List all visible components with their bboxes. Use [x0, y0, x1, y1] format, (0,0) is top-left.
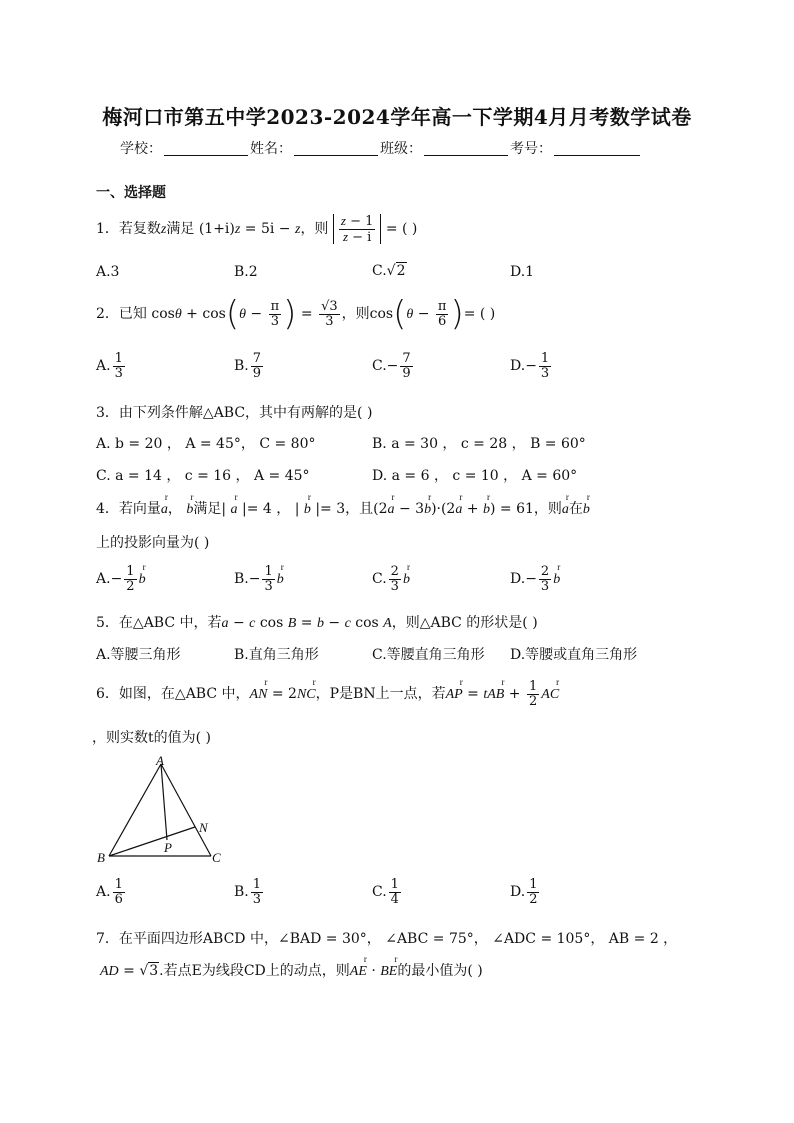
question-6 — [96, 680, 559, 708]
q-text: 由下列条件解△ABC，其中有两解的是( ) — [118, 405, 373, 421]
option-label: D. — [510, 571, 526, 588]
student-info-line — [120, 138, 642, 158]
math-abs-fraction: $\frac{z - 1}{z - i}$ — [333, 214, 382, 244]
q-text: ，则△ABC 的形状是( ) — [391, 615, 538, 631]
question-4-line2: 上的投影向量为( ) — [96, 535, 210, 551]
q-text: ，则 — [341, 306, 370, 322]
math-expr: a − c cos B = b − c cos A — [221, 615, 392, 631]
number-label: 考号： — [510, 141, 552, 157]
q3-option-c[interactable]: C. a = 14 ， c = 16 ， A = 45° — [96, 468, 310, 484]
math-var: z — [160, 222, 167, 238]
q-text: 若复数 — [118, 221, 161, 238]
question-1 — [96, 214, 417, 244]
segment-ap — [161, 764, 167, 840]
q4-option-b[interactable]: B.− $\frac{1}{3}$ r b — [234, 565, 284, 593]
q-text: 满足 — [193, 501, 222, 517]
option-label: A. — [96, 358, 111, 375]
label-b: B — [97, 850, 105, 865]
question-7 — [96, 928, 677, 948]
q2-option-c[interactable]: C.− $\frac{7}{9}$ — [372, 351, 411, 381]
math-expr: | r a |= 4 ， | r b |= 3 — [221, 501, 345, 517]
q4-option-d[interactable]: D.− $\frac{2}{3}$ r b — [510, 565, 560, 593]
option-label: D. — [510, 884, 526, 901]
edge-ab — [109, 764, 161, 856]
option-label: B. — [234, 358, 249, 375]
q-text: = ( ) — [463, 306, 496, 322]
q5-option-b[interactable]: B.直角三角形 — [234, 647, 319, 663]
option-label: C. — [372, 571, 387, 588]
question-number: 6． — [96, 686, 119, 703]
q5-option-d[interactable]: D.等腰或直角三角形 — [510, 647, 638, 663]
q6-option-d[interactable]: D. $\frac{1}{2}$ — [510, 877, 538, 907]
q3-option-a[interactable]: A. b = 20 ， A = 45°， C = 80° — [96, 436, 316, 452]
question-number: 1． — [96, 221, 119, 238]
question-3 — [96, 402, 372, 422]
option-label: C. — [372, 263, 387, 279]
label-c: C — [212, 850, 221, 865]
math-expr: r AP = tr AB + $\frac{1}{2}$ r AC — [446, 686, 560, 702]
question-6-line2: ，则实数t的值为( ) — [92, 730, 211, 746]
q-text: 在平面四边形ABCD 中， — [118, 931, 278, 947]
math-expr: cos(θ − $\frac{\pi}{6}$ ) — [369, 294, 464, 334]
q6-option-b[interactable]: B. $\frac{1}{3}$ — [234, 877, 262, 907]
q-text: 的最小值为( ) — [397, 963, 483, 979]
q-text: 已知 — [118, 306, 147, 322]
q-text: ，则 — [533, 501, 562, 517]
question-4: 4．若向量r a， r b满足| r a |= 4 ， | r b |= 3，且(2r a − 3r b)·(2r a + r b) = 61，则r a在r b — [96, 498, 590, 518]
sqrt-2: √ 2 — [386, 263, 406, 279]
q-text: ，且 — [345, 501, 374, 517]
triangle-figure — [94, 754, 234, 866]
question-number: 5． — [96, 615, 119, 631]
page-title: 梅河口市第五中学2023-2024学年高一下学期4月月考数学试卷 — [102, 105, 692, 129]
q5-option-c[interactable]: C.等腰直角三角形 — [372, 647, 485, 663]
q-text: 在△ABC 中，若 — [118, 615, 222, 631]
math-expr: (2r a − 3r b)·(2r a + r b) = 61 — [373, 501, 534, 517]
option-label: B. — [234, 571, 249, 588]
q3-option-b[interactable]: B. a = 30 ， c = 28 ， B = 60° — [372, 436, 586, 452]
question-number: 4． — [96, 501, 119, 517]
math-expr: r AE · r BE — [350, 963, 398, 979]
name-field[interactable] — [294, 141, 378, 156]
label-p: P — [164, 840, 172, 855]
question-number: 2． — [96, 306, 119, 322]
q-text: .若点E为线段CD上的动点，则 — [159, 963, 350, 979]
q1-option-d[interactable]: D.1 — [510, 264, 535, 280]
number-field[interactable] — [554, 141, 640, 156]
school-field[interactable] — [164, 141, 248, 156]
q4-option-a[interactable]: A.− $\frac{1}{2}$ r b — [96, 565, 146, 593]
q1-option-a[interactable]: A.3 — [96, 264, 120, 280]
q6-option-c[interactable]: C. $\frac{1}{4}$ — [372, 877, 399, 907]
vector-b: r b — [583, 502, 590, 518]
section-heading: 一、选择题 — [96, 185, 166, 201]
q6-option-a[interactable]: A. $\frac{1}{6}$ — [96, 877, 123, 907]
q2-option-d[interactable]: D.− $\frac{1}{3}$ — [510, 351, 550, 381]
label-a: A — [156, 754, 164, 768]
option-label: C. — [372, 358, 387, 375]
math-expr: (1+i)z = 5i − z — [198, 221, 301, 238]
vector-a: r a — [161, 502, 168, 518]
class-field[interactable] — [424, 141, 508, 156]
q-text: = ( ) — [385, 221, 418, 238]
q-text: ，则 — [300, 221, 329, 238]
q-text: 在 — [568, 501, 583, 517]
name-label: 姓名： — [250, 141, 292, 157]
school-label: 学校： — [120, 141, 162, 157]
q5-option-a[interactable]: A.等腰三角形 — [96, 647, 181, 663]
q3-option-d[interactable]: D. a = 6 ， c = 10 ， A = 60° — [372, 468, 578, 484]
option-label: B. — [234, 884, 249, 901]
q-text: ，P是BN上一点，若 — [315, 686, 446, 703]
segment-bn — [109, 827, 195, 856]
label-n: N — [199, 820, 208, 835]
option-label: D. — [510, 358, 526, 375]
question-2 — [96, 294, 496, 334]
q-text: 若向量 — [118, 501, 161, 517]
question-number: 7． — [96, 931, 119, 947]
q2-option-b[interactable]: B. $\frac{7}{9}$ — [234, 351, 262, 381]
q-text: 如图，在△ABC 中， — [118, 686, 250, 703]
question-5 — [96, 612, 538, 632]
math-expr: r AN = 2r NC — [250, 686, 316, 702]
q-text: ∠BAD = 30°， ∠ABC = 75°， ∠ADC = 105°， AB = 2 ， — [277, 931, 678, 947]
q4-option-c[interactable]: C. $\frac{2}{3}$ r b — [372, 565, 410, 593]
q2-option-a[interactable]: A. $\frac{1}{3}$ — [96, 351, 123, 381]
option-label: C. — [372, 884, 387, 901]
q-text: 满足 — [166, 221, 195, 238]
math-expr: cosθ + cos(θ − $\frac{\pi}{3}$ ) = $\frac{√3}{3}$ — [151, 294, 338, 334]
option-label: A. — [96, 884, 111, 901]
q1-option-c[interactable] — [372, 262, 407, 279]
vector-b: r b — [186, 502, 193, 518]
option-label: A. — [96, 571, 111, 588]
question-7-line2: AD = √ 3 .若点E为线段CD上的动点，则r AE · r BE的最小值为( ) — [100, 960, 483, 980]
class-label: 班级： — [380, 141, 422, 157]
q1-option-b[interactable]: B.2 — [234, 264, 258, 280]
question-number: 3． — [96, 405, 119, 421]
vector-a: r a — [562, 502, 569, 518]
